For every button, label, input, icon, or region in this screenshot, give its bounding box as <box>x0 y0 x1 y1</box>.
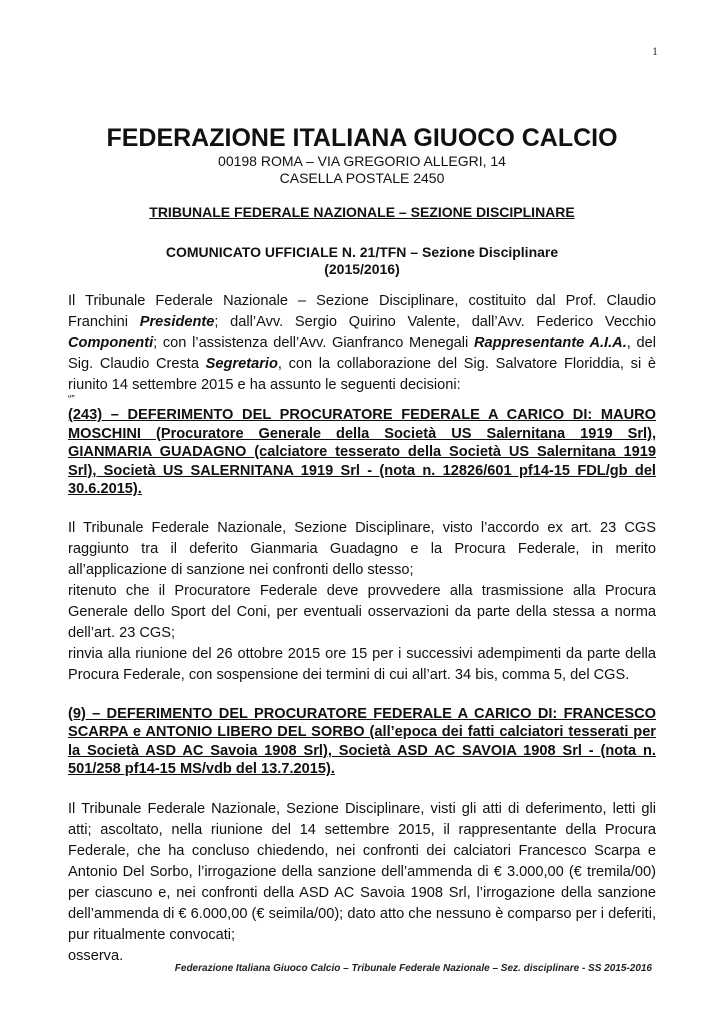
address-line: 00198 ROMA – VIA GREGORIO ALLEGRI, 14 <box>218 153 506 169</box>
intro-text: , del Sig. Claudio Cresta <box>68 335 657 372</box>
communique-title <box>68 244 656 278</box>
role-componenti: Componenti <box>68 335 154 351</box>
case-243-decision: rinvia alla riunione del 26 ottobre 2015 ore 15 per i successivi adempimenti da parte della Procura Federale, con sospensione dei termini di cui all’art. 34 bis, comma 5, del CGS. <box>68 645 656 683</box>
federation-title: FEDERAZIONE ITALIANA GIUOCO CALCIO <box>106 124 618 152</box>
case-9-osserva: osserva. <box>68 947 124 964</box>
case-243-paragraph: ritenuto che il Procuratore Federale deve provvedere alla trasmissione alla Procura Generale dello Sport del Coni, per eventuali osservazioni da parte della stessa a norma dell’art. 23 CGS; <box>68 582 656 641</box>
intro-paragraph <box>68 291 656 396</box>
page-number: 1 <box>652 44 658 58</box>
role-rappresentante: Rappresentante A.I.A. <box>474 335 627 351</box>
quote-marks: “” <box>68 394 75 405</box>
role-presidente: Presidente <box>139 314 215 330</box>
intro-text: ; con l’assistenza dell’Avv. Gianfranco Menegali <box>153 335 474 351</box>
page-footer: Federazione Italiana Giuoco Calcio – Tribunale Federale Nazionale – Sez. disciplinare - SS 2015-2016 <box>174 963 652 974</box>
case-9-heading: (9) – DEFERIMENTO DEL PROCURATORE FEDERALE A CARICO DI: FRANCESCO SCARPA e ANTONIO LIBERO DEL SORBO (all’epoca dei fatti calciatori tesserati per la Società ASD AC Savoia 1908 Srl), Società ASD AC SAVOIA 1908 Srl - (nota n. 501/258 pf14-15 MS/vdb del 13.7.2015). <box>68 705 656 777</box>
po-box-line: CASELLA POSTALE 2450 <box>279 170 445 186</box>
case-243-paragraph: Il Tribunale Federale Nazionale, Sezione Disciplinare, visto l’accordo ex art. 23 CGS raggiunto tra il deferito Gianmaria Guadagno e la Procura Federale, in merito all’applicazione di sanzione nei confronti dello stesso; <box>68 519 656 578</box>
document-body <box>68 124 656 967</box>
intro-text: , con la collaborazione del Sig. Salvatore Floriddia, si è riunito 14 settembre 2015 e ha assunto le seguenti decisioni: <box>68 356 656 393</box>
communique-title-line: COMUNICATO UFFICIALE N. 21/TFN – Sezione Disciplinare <box>165 244 559 260</box>
case-9-paragraph: Il Tribunale Federale Nazionale, Sezione Disciplinare, visti gli atti di deferimento, letti gli atti; ascoltato, nella riunione del 14 settembre 2015, il rappresentante della Procura Federale, che ha concluso chiedendo, nei confronti dei calciatori Francesco Scarpa e Antonio Del Sorbo, l’irrogazione della sanzione dell’ammenda di € 3.000,00 (€ tremila/00) per ciascuno e, nei confronti della ASD AC Savoia 1908 Srl, l’irrogazione della sanzione dell’ammenda di € 6.000,00 (€ seimila/00); dato atto che nessuno è comparso per i deferiti, pur ritualmente convocati; <box>68 800 656 943</box>
role-segretario: Segretario <box>205 356 278 372</box>
communique-season: (2015/2016) <box>324 261 400 277</box>
intro-text: ; dall’Avv. Sergio Quirino Valente, dall’Avv. Federico Vecchio <box>214 314 657 330</box>
intro-text: Il Tribunale Federale Nazionale – Sezione Disciplinare, costituito dal Prof. Claudio Franchini <box>68 293 656 330</box>
case-243-heading: (243) – DEFERIMENTO DEL PROCURATORE FEDERALE A CARICO DI: MAURO MOSCHINI (Procuratore Generale della Società US Salernitana 1919 Srl), GIANMARIA GUADAGNO (calciatore tesserato della Società US Salernitana 1919 Srl), Società US SALERNITANA 1919 Srl - (nota n. 12826/601 pf14-15 FDL/gb del 30.6.2015). <box>68 407 656 497</box>
tribunal-heading: TRIBUNALE FEDERALE NAZIONALE – SEZIONE DISCIPLINARE <box>149 204 575 220</box>
